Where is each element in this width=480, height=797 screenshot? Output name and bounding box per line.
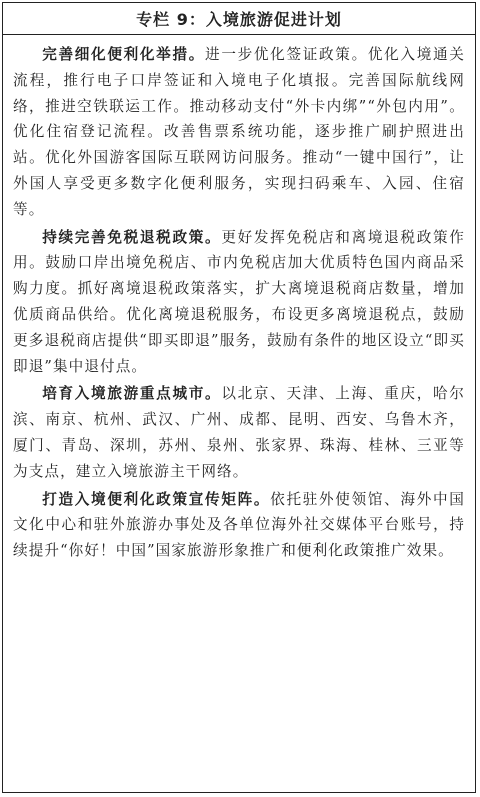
paragraph-body: 更好发挥免税店和离境退税政策作用。鼓励口岸出境免税店、市内免税店加大优质特色国内商品采购力度。抓好离境退税政策落实，扩大离境退税商店数量，增加优质商品供给。优化离境退税服务，布设更多离境退税点，鼓励更多退税商店提供“即买即退”服务，鼓励有条件的地区设立“即买即退”集中退付点。 [13,228,465,375]
paragraph-tax-refund [13,225,465,380]
policy-box [2,2,476,793]
paragraph-body: 依托驻外使领馆、海外中国文化中心和驻外旅游办事处及各单位海外社交媒体平台账号，持续提升“你好！中国”国家旅游形象推广和便利化政策推广效果。 [13,490,465,560]
paragraph-lead: 持续完善免税退税政策。 [42,228,222,246]
paragraph-body: 以北京、天津、上海、重庆，哈尔滨、南京、杭州、武汉、广州、成都、昆明、西安、乌鲁木齐，厦门、青岛、深圳，苏州、泉州、张家界、珠海、桂林、三亚等为支点，建立入境旅游主干网络。 [13,385,465,480]
box-content [3,35,475,564]
paragraph-publicity-matrix [13,487,465,564]
paragraph-body: 进一步优化签证政策。优化入境通关流程，推行电子口岸签证和入境电子化填报。完善国际航线网络，推进空铁联运工作。推动移动支付“外卡内绑”“外包内用”。优化住宿登记流程。改善售票系统功能，逐步推广刷护照进出站。优化外国游客国际互联网访问服务。推动“一键中国行”，让外国人享受更多数字化便利服务，实现扫码乘车、入园、住宿等。 [13,46,465,218]
paragraph-lead: 打造入境便利化政策宣传矩阵。 [42,490,271,508]
box-title: 专栏 9：入境旅游促进计划 [3,3,475,35]
paragraph-lead: 完善细化便利化举措。 [42,46,206,63]
paragraph-key-cities [13,381,465,484]
paragraph-visa-convenience [13,42,465,223]
paragraph-lead: 培育入境旅游重点城市。 [42,385,222,403]
